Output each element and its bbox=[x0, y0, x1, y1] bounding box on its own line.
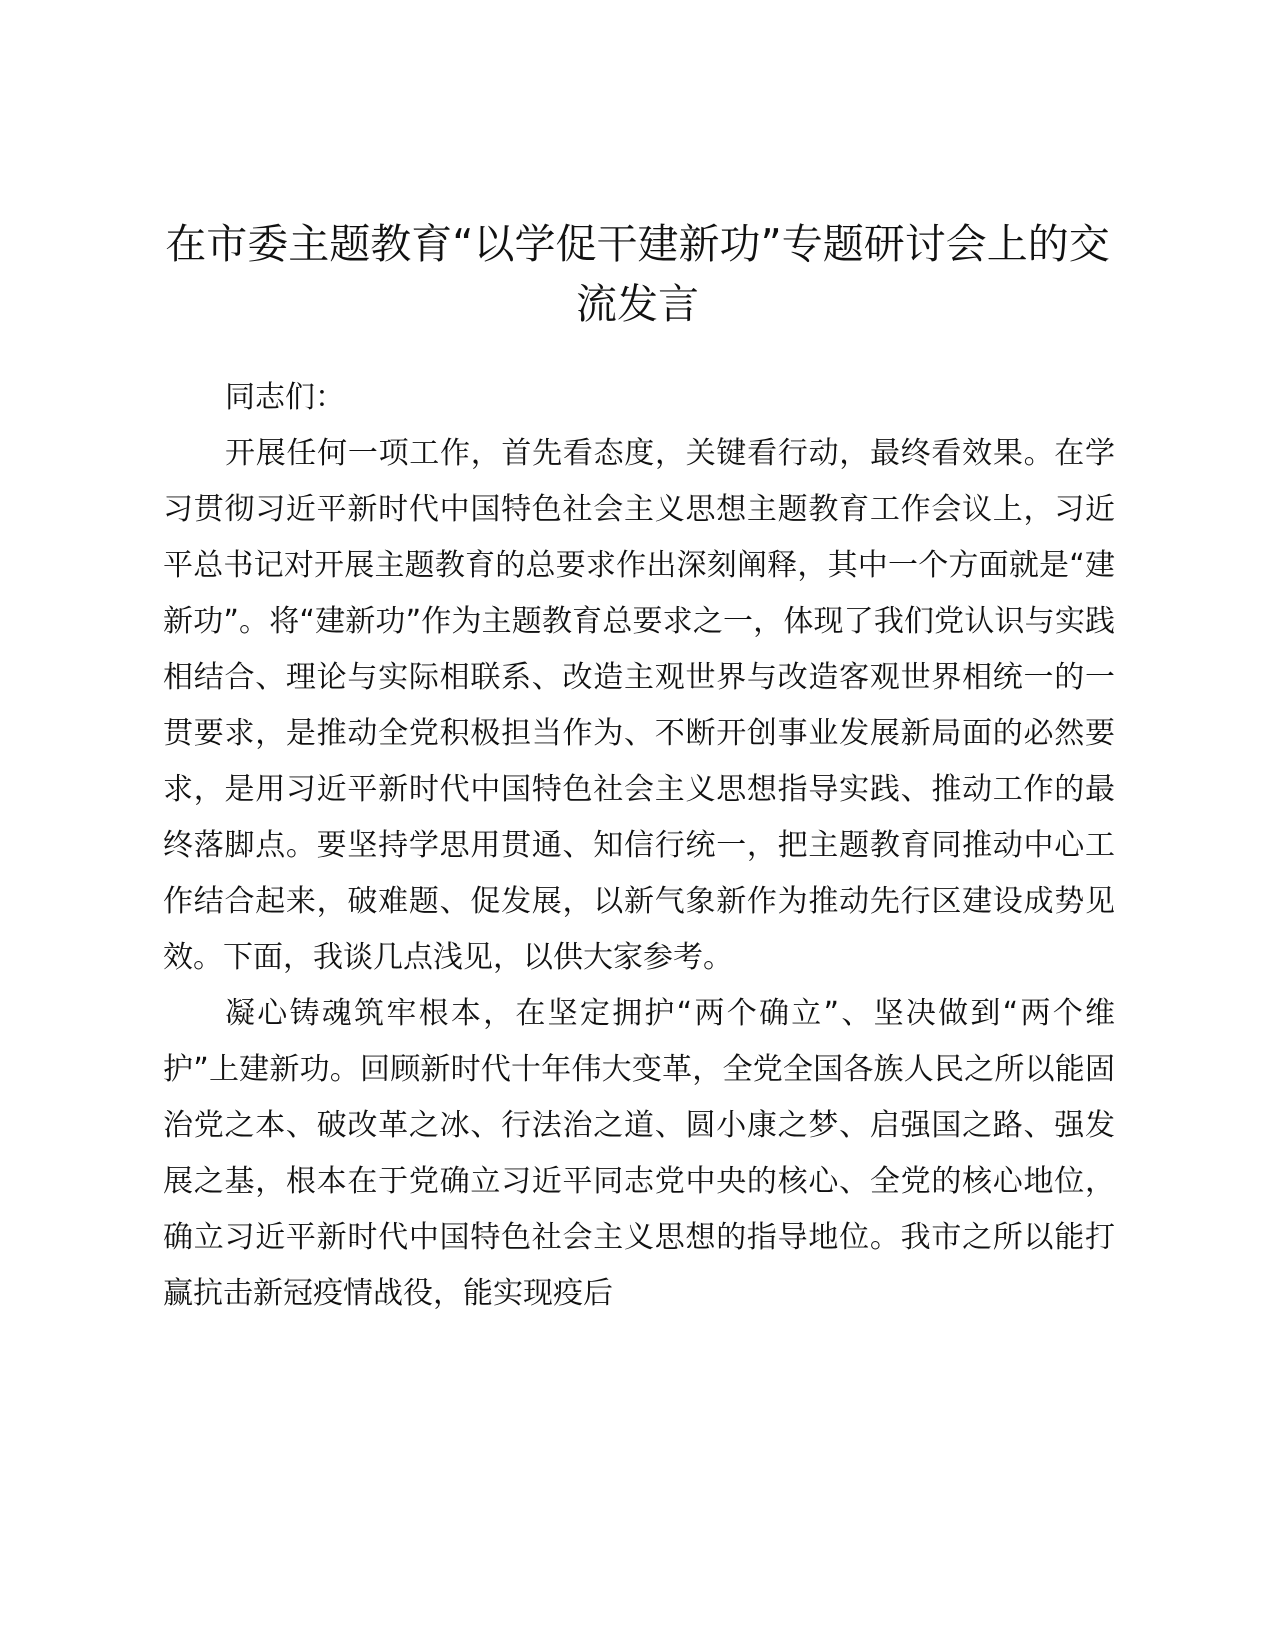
paragraph-2: 凝心铸魂筑牢根本，在坚定拥护“两个确立”、坚决做到“两个维护”上建新功。回顾新时代十年伟大变革，全党全国各族人民之所以能固治党之本、破改革之冰、行法治之道、圆小康之梦、启强国之路、强发展之基，根本在于党确立习近平同志党中央的核心、全党的核心地位，确立习近平新时代中国特色社会主义思想的指导地位。我市之所以能打赢抗击新冠疫情战役，能实现疫后 bbox=[163, 996, 1115, 1311]
document-title: 在市委主题教育“以学促干建新功”专题研讨会上的交流发言 bbox=[165, 220, 1110, 328]
paragraph-1: 开展任何一项工作，首先看态度，关键看行动，最终看效果。在学习贯彻习近平新时代中国特色社会主义思想主题教育工作会议上，习近平总书记对开展主题教育的总要求作出深刻阐释，其中一个方面就是“建新功”。将“建新功”作为主题教育总要求之一，体现了我们党认识与实践相结合、理论与实际相联系、改造主观世界与改造客观世界相统一的一贯要求，是推动全党积极担当作为、不断开创事业发展新局面的必然要求，是用习近平新时代中国特色社会主义思想指导实践、推动工作的最终落脚点。要坚持学思用贯通、知信行统一，把主题教育同推动中心工作结合起来，破难题、促发展，以新气象新作为推动先行区建设成势见效。下面，我谈几点浅见，以供大家参考。 bbox=[163, 436, 1115, 975]
document-body bbox=[163, 370, 1115, 1322]
greeting: 同志们： bbox=[225, 380, 345, 415]
